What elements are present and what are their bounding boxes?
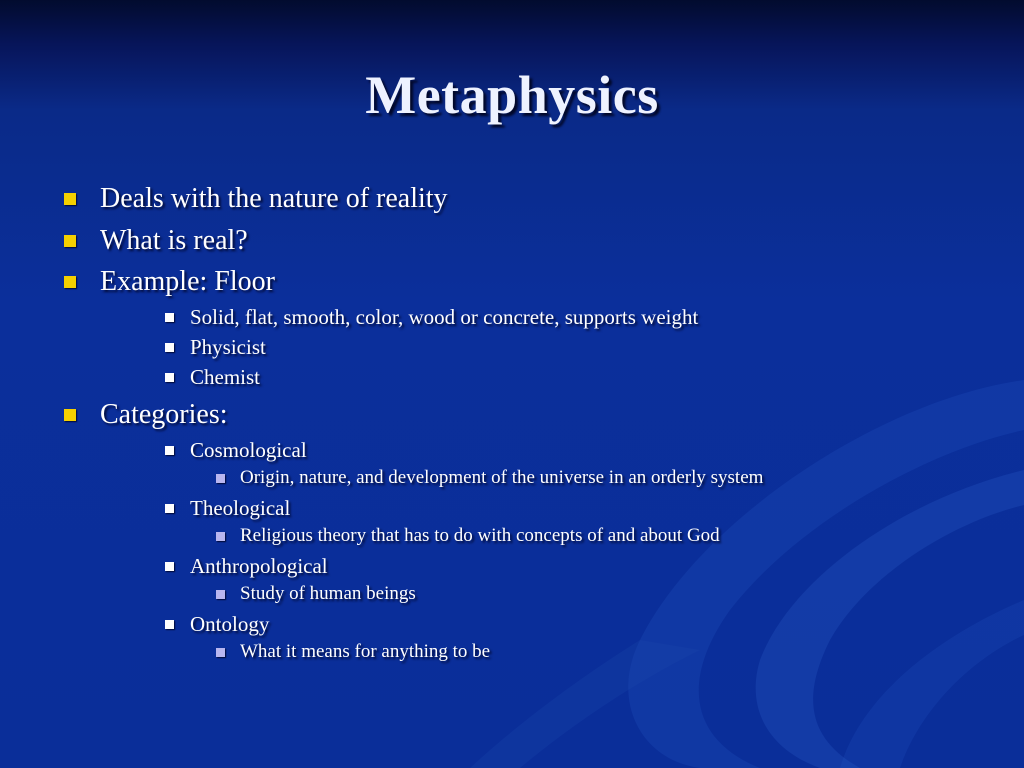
bullet-square-icon [216,474,225,483]
bullet-item: What is real? [100,225,248,256]
sub-sub-bullet-item: What it means for anything to be [240,641,491,662]
sub-sub-bullet-item: Study of human beings [240,583,416,604]
bullet-square-icon [216,648,225,657]
bullet-square-icon [165,562,174,571]
sub-bullet-item: Physicist [190,335,266,359]
bullet-item: Deals with the nature of reality [100,183,448,214]
bullet-square-icon [165,504,174,513]
sub-sub-bullet-item: Religious theory that has to do with concepts of and about God [240,525,720,546]
bullet-square-icon [64,276,76,288]
bullet-square-icon [216,590,225,599]
sub-bullet-item: Chemist [190,365,261,389]
sub-bullet-item: Solid, flat, smooth, color, wood or concrete, supports weight [190,305,699,329]
sub-sub-bullet-item: Origin, nature, and development of the universe in an orderly system [240,467,764,488]
bullet-item: Example: Floor [100,266,275,297]
sub-bullet-item: Anthropological [190,554,328,578]
bullet-square-icon [165,313,174,322]
bullet-square-icon [165,446,174,455]
slide-title: Metaphysics [365,65,659,125]
sub-bullet-item: Ontology [190,612,270,636]
bullet-square-icon [165,373,174,382]
bullet-square-icon [64,193,76,205]
bullet-square-icon [64,409,76,421]
bullet-square-icon [216,532,225,541]
bullet-square-icon [64,235,76,247]
sub-bullet-item: Theological [190,496,291,520]
bullet-item: Categories: [100,399,228,430]
bullet-square-icon [165,343,174,352]
bullet-square-icon [165,620,174,629]
sub-bullet-item: Cosmological [190,438,307,462]
